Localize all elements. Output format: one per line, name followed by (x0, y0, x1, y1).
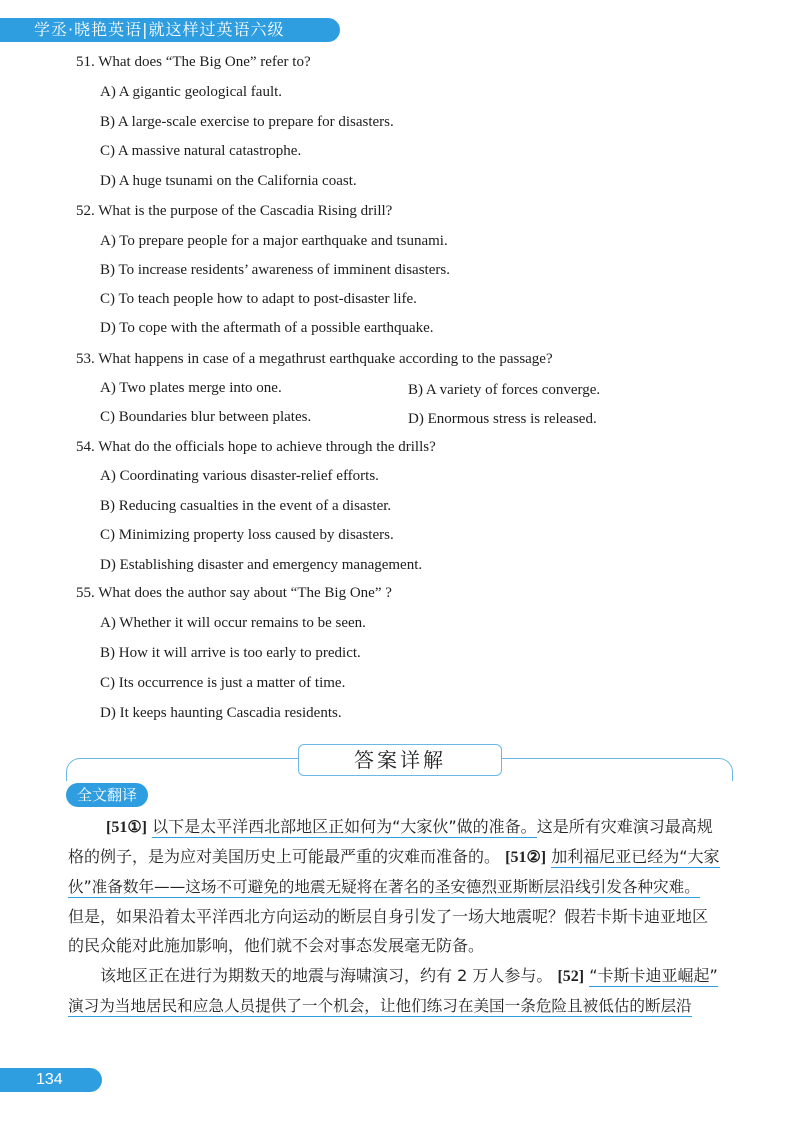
question-55-option-d: D) It keeps haunting Cascadia residents. (100, 705, 342, 721)
translation-line-6 (100, 965, 718, 988)
translation-text: 该地区正在进行为期数天的地震与海啸演习，约有 2 万人参与。 (100, 966, 553, 985)
question-51-option-d: D) A huge tsunami on the California coast. (100, 173, 357, 189)
question-51-option-c: C) A massive natural catastrophe. (100, 143, 302, 159)
question-55-option-c: C) Its occurrence is just a matter of time. (100, 675, 346, 691)
answer-evidence-52-cont: 演习为当地居民和应急人员提供了一个机会，让他们练习在美国一条危险且被低估的断层沿 (68, 997, 692, 1015)
question-53-option-d: D) Enormous stress is released. (408, 411, 597, 427)
answer-tag-51-2: [51②] (505, 849, 547, 866)
answer-evidence-51-2: 加利福尼亚已经为“大家 (551, 847, 720, 866)
question-51-option-a: A) A gigantic geological fault. (100, 84, 283, 100)
book-title: 学丞·晓艳英语|就这样过英语六级 (34, 20, 285, 39)
translation-line-5: 的民众能对此施加影响，他们就不会对事态发展毫无防备。 (68, 936, 485, 955)
page-number: 134 (36, 1071, 63, 1088)
question-52-option-a: A) To prepare people for a major earthquake and tsunami. (100, 233, 448, 249)
answer-evidence-51-2-cont: 伙”准备数年——这场不可避免的地震无疑将在著名的圣安德烈亚斯断层沿线引发各种灾难。 (68, 878, 700, 896)
section-divider-left (66, 758, 299, 781)
question-52-stem: 52. What is the purpose of the Cascadia Rising drill? (76, 203, 393, 219)
question-53-option-a: A) Two plates merge into one. (100, 380, 282, 396)
question-54-option-c: C) Minimizing property loss caused by disasters. (100, 527, 394, 543)
question-53-option-c: C) Boundaries blur between plates. (100, 409, 312, 425)
question-52-option-b: B) To increase residents’ awareness of imminent disasters. (100, 262, 450, 278)
translation-line-7 (68, 995, 692, 1017)
question-55-option-a: A) Whether it will occur remains to be seen. (100, 615, 366, 631)
translation-text: 这是所有灾难演习最高规 (536, 817, 713, 836)
question-54-stem: 54. What do the officials hope to achieve through the drills? (76, 439, 436, 455)
translation-line-2 (68, 846, 720, 869)
translation-badge: 全文翻译 (66, 783, 148, 807)
answer-evidence-52: “卡斯卡迪亚崛起” (589, 966, 718, 985)
translation-line-3 (68, 876, 700, 898)
question-53-stem: 53. What happens in case of a megathrust earthquake according to the passage? (76, 351, 553, 367)
translation-line-4: 但是，如果沿着太平洋西北方向运动的断层自身引发了一场大地震呢？假若卡斯卡迪亚地区 (68, 907, 709, 926)
translation-line-1 (106, 816, 713, 839)
question-54-option-b: B) Reducing casualties in the event of a disaster. (100, 498, 392, 514)
question-52-option-c: C) To teach people how to adapt to post-disaster life. (100, 291, 417, 307)
answer-evidence-51-1: 以下是太平洋西北部地区正如何为“大家伙”做的准备。 (152, 817, 537, 836)
question-55-option-b: B) How it will arrive is too early to predict. (100, 645, 361, 661)
answer-tag-51-1: [51①] (106, 819, 147, 836)
section-divider-right (500, 758, 733, 781)
translation-text: 格的例子，是为应对美国历史上可能最严重的灾难而准备的。 (68, 847, 501, 866)
answer-section-title: 答案详解 (354, 748, 446, 772)
answer-tag-52: [52] (557, 968, 585, 985)
question-54-option-d: D) Establishing disaster and emergency management. (100, 557, 423, 573)
question-52-option-d: D) To cope with the aftermath of a possible earthquake. (100, 320, 434, 336)
question-51-stem: 51. What does “The Big One” refer to? (76, 54, 311, 70)
question-53-option-b: B) A variety of forces converge. (408, 382, 601, 398)
question-55-stem: 55. What does the author say about “The Big One” ? (76, 585, 392, 601)
question-51-option-b: B) A large-scale exercise to prepare for disasters. (100, 114, 394, 130)
question-54-option-a: A) Coordinating various disaster-relief efforts. (100, 468, 379, 484)
